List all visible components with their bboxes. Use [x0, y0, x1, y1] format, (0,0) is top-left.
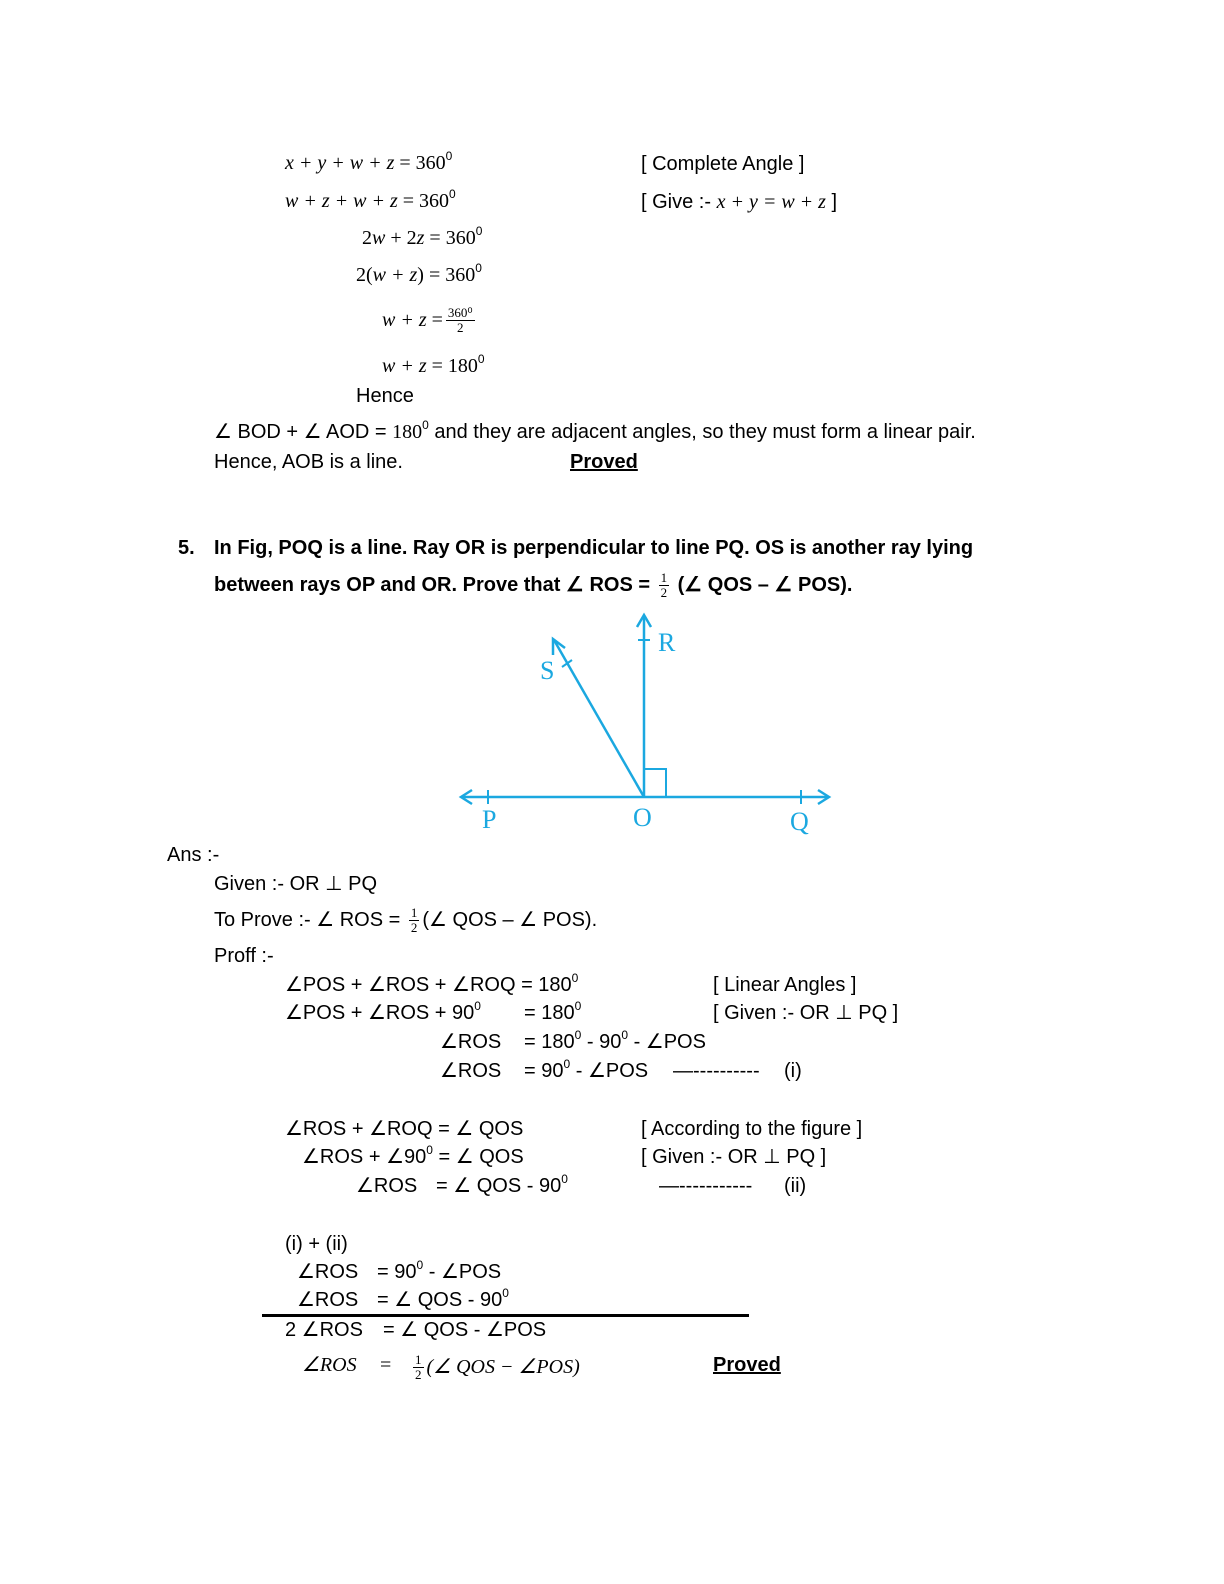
bold-text: (∠ QOS – ∠ POS). [672, 573, 853, 596]
text: = ∠ QOS - 90 [436, 1175, 562, 1197]
eq-factored [356, 263, 482, 287]
proof-eq-7-lhs [356, 1174, 417, 1198]
text: [ Given :- OR ⊥ PQ ] [713, 1002, 899, 1024]
denominator: 2 [410, 920, 418, 935]
numerator: 360⁰ [447, 305, 473, 320]
text: = ∠ QOS [432, 1146, 524, 1168]
label-q: Q [790, 807, 809, 836]
text: = ∠ QOS - 90 [377, 1289, 503, 1311]
proof-eq-4-rhs [524, 1059, 648, 1083]
text: [ Give :- [641, 191, 717, 213]
proved-text: Proved [713, 1354, 781, 1376]
question-text-2 [214, 571, 852, 600]
note-given-perp [713, 1001, 898, 1025]
text: = 90 [524, 1060, 564, 1082]
given-line [214, 872, 377, 896]
degree-superscript: 0 [474, 999, 481, 1013]
final-lhs [302, 1353, 357, 1377]
fraction [409, 906, 420, 935]
bold-text: In Fig, POQ is a line. Ray OR is perpendicular to line PQ. OS is another ray lying [214, 537, 974, 559]
final-rhs [410, 1353, 580, 1382]
proved-text: Proved [570, 451, 638, 473]
text: = 180 [524, 1002, 575, 1024]
eq-divide [382, 306, 478, 335]
text: - ∠POS [628, 1031, 706, 1053]
label-o: O [633, 803, 652, 832]
proof-eq-7-rhs [436, 1174, 568, 1198]
math-text: = 180 [426, 355, 478, 377]
proof-label [214, 944, 274, 968]
hence-label [356, 384, 414, 408]
eq-complete [285, 151, 452, 175]
math-text: ∠ROS [302, 1354, 357, 1376]
text: and they are adjacent angles, so they must form a linear pair. [428, 421, 976, 443]
text: ∠POS + ∠ROS + ∠ROQ = 180 [285, 974, 572, 996]
text: - ∠POS [570, 1060, 649, 1082]
text: (i) + (ii) [285, 1233, 348, 1255]
numerator: 1 [660, 570, 668, 585]
text: Hence, AOB is a line. [214, 451, 403, 473]
math-text: = [380, 1354, 392, 1376]
degree-superscript: 0 [475, 261, 482, 275]
text: (ii) [784, 1175, 807, 1197]
math-text: w + z [382, 355, 427, 377]
degree-superscript: 0 [574, 999, 582, 1013]
math-text: = 360 [394, 152, 446, 174]
text: ] [825, 191, 838, 213]
answer-label [167, 843, 219, 867]
proof-eq-3-lhs [440, 1030, 501, 1054]
degree-superscript: 0 [445, 149, 453, 163]
conclusion-line [214, 450, 403, 474]
sum-rule-line [262, 1314, 749, 1317]
proof-eq-2-rhs [524, 1001, 581, 1025]
text: (∠ QOS – ∠ POS). [422, 908, 598, 931]
text: = ∠ QOS - ∠POS [383, 1319, 547, 1341]
math-text: 180 [392, 421, 423, 443]
bold-text: between rays OP and OR. Prove that ∠ ROS = [214, 573, 656, 596]
proof-eq-3-rhs [524, 1030, 706, 1054]
bold-text: 5. [178, 537, 195, 559]
denominator: 2 [660, 585, 668, 600]
text: [ Complete Angle ] [641, 153, 805, 175]
math-text: = 360 [424, 227, 476, 249]
label-s: S [540, 656, 555, 685]
proof-eq-1 [285, 973, 578, 997]
eq-result [382, 354, 485, 378]
math-text: w + z + w + z [285, 190, 398, 212]
degree-superscript: 0 [477, 352, 485, 366]
final-proved-label [713, 1353, 781, 1377]
math-text: = 360 [397, 190, 450, 212]
note-complete-angle [641, 152, 804, 176]
degree-superscript: 0 [571, 971, 579, 985]
sum-eq-1-rhs [377, 1260, 501, 1284]
degree-superscript: 0 [416, 1258, 424, 1272]
text: —----------- [659, 1175, 753, 1197]
text: ∠ROS + ∠ROQ = ∠ QOS [285, 1118, 524, 1140]
figure-poq-line [440, 600, 840, 840]
eq-2w2z [362, 226, 482, 250]
fraction [413, 1353, 424, 1382]
proof-eq-6 [302, 1145, 524, 1169]
text: ∠ROS + ∠90 [302, 1146, 427, 1168]
text: Hence [356, 385, 414, 407]
sum-eq-1-lhs [297, 1260, 358, 1284]
math-text: z [416, 227, 425, 249]
eq-ii-dash [659, 1174, 752, 1198]
text: = 180 [524, 1031, 575, 1053]
text: Given :- OR ⊥ PQ [214, 873, 378, 895]
text: ∠ROS [356, 1175, 418, 1197]
eq-substitute [285, 189, 456, 213]
right-angle-mark [644, 769, 666, 797]
question-number [178, 536, 195, 560]
degree-superscript: 0 [574, 1028, 582, 1042]
math-text: x + y = w + z [716, 191, 826, 213]
math-text: (∠ QOS − ∠POS) [426, 1355, 580, 1378]
math-text: = [426, 308, 443, 331]
figure-lines [461, 615, 829, 804]
sum-total-rhs [383, 1318, 546, 1342]
denominator: 2 [415, 1367, 422, 1382]
text: [ According to the figure ] [641, 1118, 863, 1140]
to-prove-line [214, 906, 597, 935]
math-text: ) = 360 [417, 264, 476, 286]
degree-superscript: 0 [502, 1286, 509, 1300]
math-text: x + y + w + z [285, 152, 395, 174]
note-given-perp-2 [641, 1145, 826, 1169]
text: To Prove :- ∠ ROS = [214, 908, 406, 931]
degree-superscript: 0 [561, 1172, 568, 1186]
eq-ii-label [784, 1174, 806, 1198]
degree-superscript: 0 [426, 1143, 433, 1157]
text: (i) [784, 1060, 802, 1082]
text: [ Linear Angles ] [713, 974, 857, 996]
text: - 90 [581, 1031, 622, 1053]
proof-eq-5 [285, 1117, 523, 1141]
degree-superscript: 0 [563, 1057, 571, 1071]
sum-eq-2-rhs [377, 1288, 509, 1312]
numerator: 1 [410, 905, 418, 920]
text: = 90 [377, 1261, 417, 1283]
text: —---------- [673, 1060, 760, 1082]
note-linear-angles [713, 973, 856, 997]
text: Ans :- [167, 844, 220, 866]
degree-superscript: 0 [449, 187, 456, 201]
text: ∠ BOD + ∠ AOD = [214, 421, 393, 443]
math-text: 2( [356, 264, 373, 286]
math-text: w [372, 227, 386, 249]
proved-label [570, 450, 638, 474]
proof-eq-2-lhs [285, 1001, 481, 1025]
math-text: 2 [362, 227, 372, 249]
fraction [659, 571, 670, 600]
text: - ∠POS [423, 1261, 502, 1283]
question-text-1 [214, 536, 973, 560]
text: ∠ROS [297, 1289, 359, 1311]
label-p: P [482, 805, 497, 834]
degree-superscript: 0 [422, 418, 429, 432]
text: ∠POS + ∠ROS + 90 [285, 1002, 475, 1024]
eq-i-dash [673, 1059, 760, 1083]
sum-total-lhs [285, 1318, 363, 1342]
text: ∠ROS [297, 1261, 359, 1283]
math-text: w + z [382, 308, 427, 331]
text: [ Given :- OR ⊥ PQ ] [641, 1146, 827, 1168]
linear-pair-statement [214, 420, 976, 444]
numerator: 1 [415, 1352, 422, 1367]
text: ∠ROS [440, 1031, 502, 1053]
text: 2 ∠ROS [285, 1319, 363, 1341]
proof-eq-4-lhs [440, 1059, 501, 1083]
note-given [641, 190, 837, 214]
sum-eq-2-lhs [297, 1288, 358, 1312]
math-text: + 2 [385, 227, 417, 249]
eq-i-label [784, 1059, 802, 1083]
math-text: w + z [372, 264, 418, 286]
sum-label [285, 1232, 348, 1256]
degree-superscript: 0 [621, 1028, 629, 1042]
note-figure [641, 1117, 862, 1141]
fraction [446, 306, 475, 335]
final-equals [380, 1353, 391, 1377]
degree-superscript: 0 [475, 224, 483, 238]
label-r: R [658, 628, 676, 657]
text: Proff :- [214, 945, 274, 967]
denominator: 2 [457, 320, 464, 335]
text: ∠ROS [440, 1060, 502, 1082]
